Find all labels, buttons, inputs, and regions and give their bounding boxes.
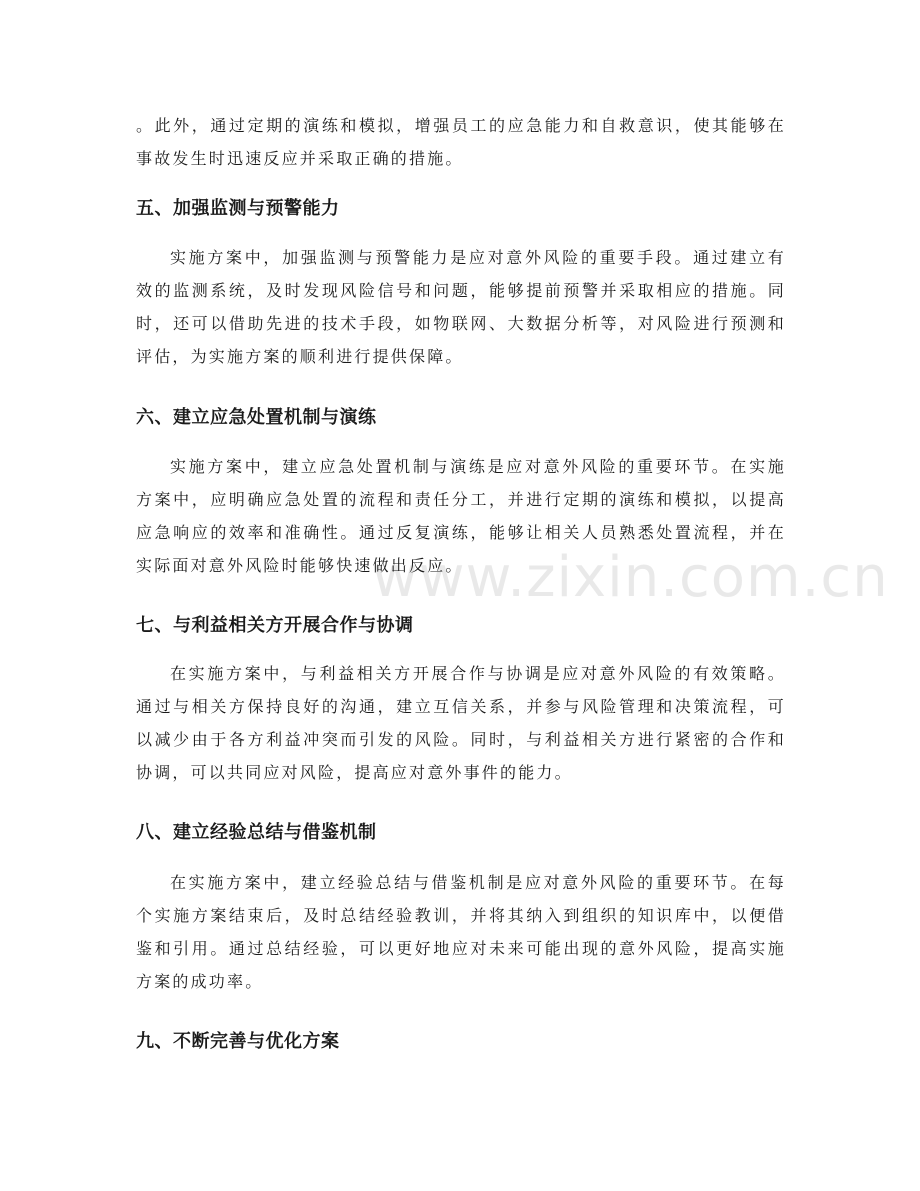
section-heading-7: 七、与利益相关方开展合作与协调	[136, 615, 414, 636]
watermark: www.zixin.com.cn	[372, 545, 889, 610]
section-heading-8: 八、建立经验总结与借鉴机制	[136, 822, 377, 843]
section-heading-6: 六、建立应急处置机制与演练	[136, 407, 377, 428]
section-paragraph-7: 在实施方案中，与利益相关方开展合作与协调是应对意外风险的有效策略。通过与相关方保持良好的沟通，建立互信关系，并参与风险管理和决策流程，可以减少由于各方利益冲突而引发的风险。同时，与利益相关方进行紧密的合作和协调，可以共同应对风险，提高应对意外事件的能力。	[136, 664, 786, 782]
section-heading-9: 九、不断完善与优化方案	[136, 1031, 340, 1052]
section-paragraph-5: 实施方案中，加强监测与预警能力是应对意外风险的重要手段。通过建立有效的监测系统，及时发现风险信号和问题，能够提前预警并采取相应的措施。同时，还可以借助先进的技术手段，如物联网、大数据分析等，对风险进行预测和评估，为实施方案的顺利进行提供保障。	[136, 248, 786, 366]
section-paragraph-6: 实施方案中，建立应急处置机制与演练是应对意外风险的重要环节。在实施方案中，应明确应急处置的流程和责任分工，并进行定期的演练和模拟，以提高应急响应的效率和准确性。通过反复演练，能够让相关人员熟悉处置流程，并在实际面对意外风险时能够快速做出反应。	[136, 457, 786, 575]
section-heading-5: 五、加强监测与预警能力	[136, 198, 340, 219]
section-paragraph-8: 在实施方案中，建立经验总结与借鉴机制是应对意外风险的重要环节。在每个实施方案结束后，及时总结经验教训，并将其纳入到组织的知识库中，以便借鉴和引用。通过总结经验，可以更好地应对未来可能出现的意外风险，提高实施方案的成功率。	[136, 873, 786, 991]
intro-paragraph: 。此外，通过定期的演练和模拟，增强员工的应急能力和自救意识，使其能够在事故发生时迅速反应并采取正确的措施。	[136, 116, 786, 168]
